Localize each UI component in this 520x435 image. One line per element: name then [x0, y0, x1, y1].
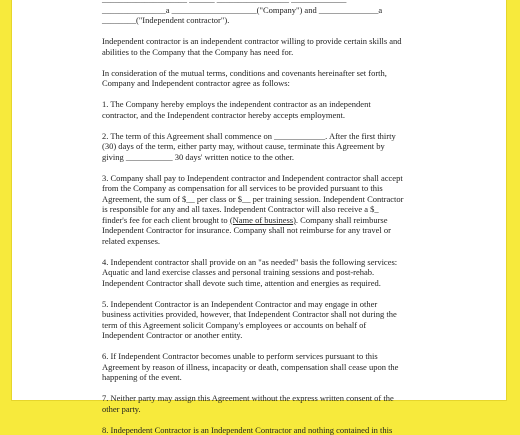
- text-line: from the Company as compensation for all services to be provided pursuant to this: [102, 183, 442, 194]
- business-name-blank: (Name of business): [230, 215, 296, 225]
- clause-3: [102, 173, 442, 247]
- text-line: 5. Independent Contractor is an Independent Contractor and may engage in other: [102, 299, 442, 310]
- text-line: term of this Agreement solicit Company's employees or accounts on behalf of: [102, 320, 442, 331]
- clause-4: [102, 257, 442, 289]
- text-line: Independent Contractor or another entity.: [102, 330, 442, 341]
- text-line: Independent contractor is an independent contractor willing to provide certain skills and: [102, 36, 442, 47]
- text-line: Aquatic and land exercise classes and personal training sessions and post-rehab.: [102, 267, 442, 278]
- text-line: contractor, and the Independent contractor hereby accepts employment.: [102, 110, 442, 121]
- clause-8: [102, 425, 442, 435]
- text-line: related expenses.: [102, 236, 442, 247]
- text-line: [102, 215, 442, 226]
- text-line: giving ___________ 30 days' written notice to the other.: [102, 152, 442, 163]
- finder-suffix: . Company shall reimburse: [296, 215, 388, 225]
- text-line: 8. Independent Contractor is an Independent Contractor and nothing contained in this: [102, 425, 442, 435]
- text-line: (30) days of the term, either party may, without cause, terminate this Agreement by: [102, 141, 442, 152]
- header-line: ________("Independent contractor").: [102, 15, 442, 26]
- header-block: [102, 0, 442, 26]
- text-line: 2. The term of this Agreement shall commence on ____________. After the first thirty: [102, 131, 442, 142]
- finder-prefix: finder's fee for each client brought to: [102, 215, 230, 225]
- text-line: Independent Contractor for insurance. Company shall not reimburse for any travel or: [102, 225, 442, 236]
- text-line: is responsible for any and all taxes. Independent Contractor will also receive a $_: [102, 204, 442, 215]
- clause-6: [102, 351, 442, 383]
- document-page: [12, 0, 506, 400]
- header-line: _______________a ____________________("Company") and ______________a: [102, 5, 442, 16]
- text-line: abilities to the Company that the Company has need for.: [102, 47, 442, 58]
- clause-7: [102, 393, 442, 414]
- clause-1: [102, 99, 442, 120]
- text-line: In consideration of the mutual terms, conditions and covenants hereinafter set forth,: [102, 68, 442, 79]
- consideration-paragraph: [102, 68, 442, 89]
- text-line: Agreement, the sum of $__ per class or $__ per training session. Independent Contractor: [102, 194, 442, 205]
- text-line: Independent Contractor shall devote such time, attention and energies as required.: [102, 278, 442, 289]
- text-line: Company and Independent contractor agree as follows:: [102, 78, 442, 89]
- document-body: [102, 0, 442, 435]
- text-line: 6. If Independent Contractor becomes unable to perform services pursuant to this: [102, 351, 442, 362]
- text-line: other party.: [102, 404, 442, 415]
- clause-2: [102, 131, 442, 163]
- clause-5: [102, 299, 442, 341]
- text-line: Agreement by reason of illness, incapacity or death, compensation shall cease upon the: [102, 362, 442, 373]
- text-line: happening of the event.: [102, 372, 442, 383]
- text-line: business activities provided, however, that Independent Contractor shall not during the: [102, 309, 442, 320]
- text-line: 4. Independent contractor shall provide on an "as needed" basis the following services:: [102, 257, 442, 268]
- text-line: 7. Neither party may assign this Agreement without the express written consent of the: [102, 393, 442, 404]
- intro-paragraph: [102, 36, 442, 57]
- text-line: 1. The Company hereby employs the independent contractor as an independent: [102, 99, 442, 110]
- text-line: 3. Company shall pay to Independent contractor and Independent contractor shall accept: [102, 173, 442, 184]
